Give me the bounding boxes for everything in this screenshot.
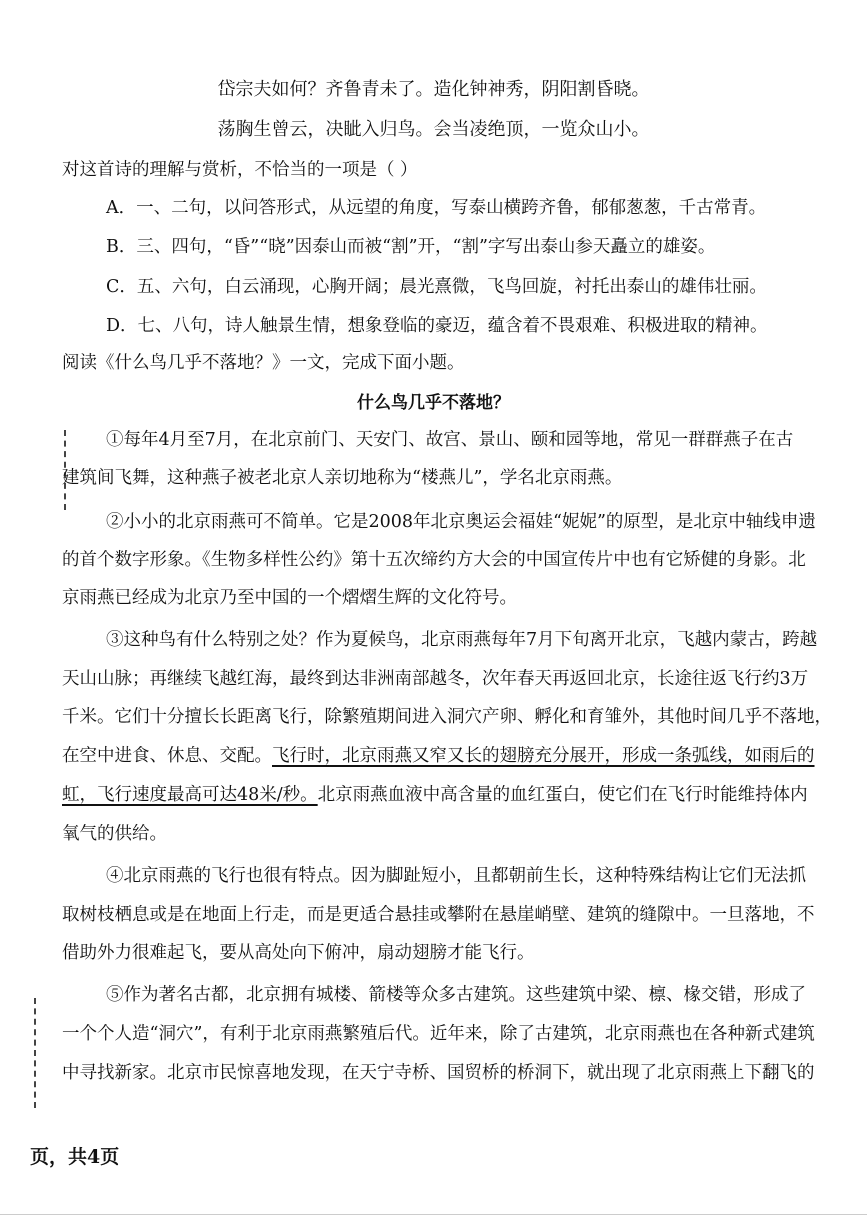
reading-instruction: 阅读《什么鸟几乎不落地？》一文，完成下面小题。 (62, 353, 465, 373)
p3-line-5 (62, 783, 837, 807)
p3-line-6: 氧气的供给。 (62, 824, 167, 844)
option-b: B．三、四句，“昏”“晓”因泰山而被“割”开，“割”字写出泰山参天矗立的雄姿。 (106, 237, 716, 257)
p3-underlined-sentence-part-2: 虹，飞行速度最高可达48米/秒。 (62, 785, 318, 805)
question-stem: 对这首诗的理解与赏析，不恰当的一项是（ ） (62, 160, 418, 180)
page-bottom-edge (0, 1214, 867, 1215)
option-a: A．一、二句，以问答形式，从远望的角度，写泰山横跨齐鲁，郁郁葱葱，千古常青。 (106, 198, 767, 218)
p3-underlined-sentence-part-1: 飞行时，北京雨燕又窄又长的翅膀充分展开，形成一条弧线，如雨后的 (272, 746, 815, 766)
page-number: 页，共4页 (30, 1146, 120, 1168)
p4-line-1: ④北京雨燕的飞行也很有特点。因为脚趾短小，且都朝前生长，这种特殊结构让它们无法抓 (106, 866, 806, 886)
p4-line-2: 取树枝栖息或是在地面上行走，而是更适合悬挂或攀附在悬崖峭壁、建筑的缝隙中。一旦落地，不 (62, 905, 815, 925)
p3-line-3: 千米。它们十分擅长长距离飞行，除繁殖期间进入洞穴产卵、孵化和育雏外，其他时间几乎不落地， (62, 707, 832, 727)
option-c: C．五、六句，白云涌现，心胸开阔；晨光熹微，飞鸟回旋，衬托出泰山的雄伟壮丽。 (106, 277, 767, 297)
option-d: D．七、八句，诗人触景生情，想象登临的豪迈，蕴含着不畏艰难、积极进取的精神。 (106, 316, 768, 336)
p2-line-1: ②小小的北京雨燕可不简单。它是2008年北京奥运会福娃“妮妮”的原型，是北京中轴线申遗 (106, 512, 816, 532)
p4-line-3: 借助外力很难起飞，要从高处向下俯冲，扇动翅膀才能飞行。 (62, 943, 535, 963)
p3-line-2: 天山山脉；再继续飞越红海，最终到达非洲南部越冬，次年春天再返回北京，长途往返飞行约3万 (62, 669, 809, 689)
p5-line-3: 中寻找新家。北京市民惊喜地发现，在天宁寺桥、国贸桥的桥洞下，就出现了北京雨燕上下翻飞的 (62, 1063, 815, 1083)
p2-line-2: 的首个数字形象。《生物多样性公约》第十五次缔约方大会的中国宣传片中也有它矫健的身影。北 (62, 550, 806, 570)
p1-line-1: ①每年4月至7月，在北京前门、天安门、故宫、景山、颐和园等地，常见一群群燕子在古 (106, 430, 794, 450)
article-title: 什么鸟几乎不落地？ (357, 393, 510, 413)
poem-line-2: 荡胸生曾云，决眦入归鸟。会当凌绝顶，一览众山小。 (217, 119, 650, 140)
p1-line-2: 建筑间飞舞，这种燕子被老北京人亲切地称为“楼燕儿”，学名北京雨燕。 (62, 468, 623, 488)
p3-line-4 (62, 744, 837, 768)
p3-line-5-plain: 北京雨燕血液中高含量的血红蛋白，使它们在飞行时能维持体内 (317, 785, 808, 805)
p3-line-1: ③这种鸟有什么特别之处？作为夏候鸟，北京雨燕每年7月下旬离开北京，飞越内蒙古，跨越 (106, 630, 818, 650)
p5-line-1: ⑤作为著名古都，北京拥有城楼、箭楼等众多古建筑。这些建筑中梁、檩、椽交错，形成了 (106, 985, 806, 1005)
margin-dash-mark-lower (34, 998, 36, 1108)
p5-line-2: 一个个人造“洞穴”，有利于北京雨燕繁殖后代。近年来，除了古建筑，北京雨燕也在各种新式建筑 (62, 1024, 815, 1044)
poem-line-1: 岱宗夫如何？齐鲁青未了。造化钟神秀，阴阳割昏晓。 (217, 79, 650, 100)
p3-line-4-plain: 在空中进食、休息、交配。 (62, 746, 272, 766)
p2-line-3: 京雨燕已经成为北京乃至中国的一个熠熠生辉的文化符号。 (62, 588, 517, 608)
